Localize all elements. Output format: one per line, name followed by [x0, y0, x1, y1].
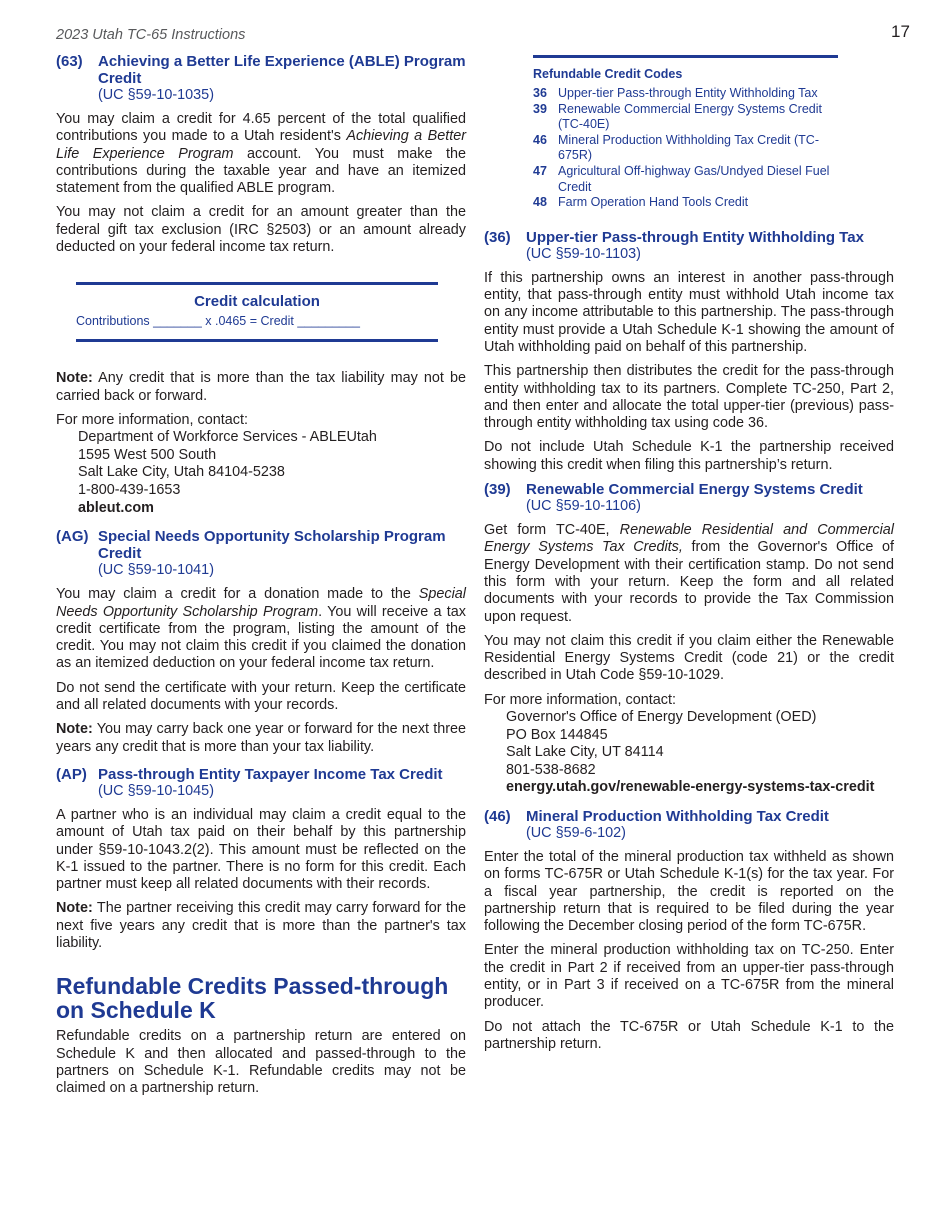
paragraph: You may claim a credit for 4.65 percent of the total qualified contributions you made to a Utah resident's Achieving a Better Life Experience Program account. You must make the contributions during the taxable year and have an itemized statement from the qualified ABLE program.: [56, 111, 466, 197]
codes-title: Refundable Credit Codes: [533, 67, 683, 81]
contact-line: PO Box 144845: [506, 726, 608, 743]
running-header: 2023 Utah TC-65 Instructions: [56, 27, 246, 43]
contact-line: 1-800-439-1653: [78, 482, 181, 499]
section-code: (36): [484, 228, 511, 246]
right-column: [484, 53, 894, 1060]
contact-intro: For more information, contact:: [56, 411, 248, 428]
section-heading-36: [484, 229, 894, 246]
code-label: Agricultural Off-highway Gas/Undyed Diesel Fuel Credit: [558, 163, 830, 194]
section-citation: (UC §59-10-1041): [98, 562, 214, 579]
calc-formula: Contributions _______ x .0465 = Credit _________: [76, 314, 360, 329]
section-title: Achieving a Better Life Experience (ABLE) Program Credit: [98, 53, 466, 87]
section-citation: (UC §59-10-1045): [98, 782, 214, 799]
code-number: 47: [533, 163, 547, 178]
paragraph: Do not include Utah Schedule K-1 the partnership received showing this credit when filing this partnership’s return.: [484, 439, 894, 473]
section-code: (46): [484, 807, 511, 825]
note-paragraph: Note: The partner receiving this credit may carry forward for the next five years any credit that is more than the partner's tax liability.: [56, 900, 466, 951]
paragraph: You may claim a credit for a donation made to the Special Needs Opportunity Scholarship Program. You will receive a tax credit certificate from the program, listing the amount of the credit. You may not claim this credit if you claimed the donation as an itemized deduction on your federal income tax return.: [56, 586, 466, 672]
section-title: Mineral Production Withholding Tax Credit: [526, 807, 829, 825]
paragraph: Refundable credits on a partnership return are entered on Schedule K and then allocated and passed-through to the partners on Schedule K-1. Refundable credits may not be claimed on a partnership return.: [56, 1028, 466, 1097]
section-heading-46: [484, 808, 894, 825]
contact-website: energy.utah.gov/renewable-energy-systems-tax-credit: [506, 779, 875, 796]
paragraph: Do not attach the TC-675R or Utah Schedule K-1 to the partnership return.: [484, 1018, 894, 1052]
section-code: (39): [484, 481, 511, 499]
code-number: 36: [533, 86, 547, 100]
contact-intro: For more information, contact:: [484, 691, 676, 708]
contact-block: [56, 429, 466, 517]
contact-website: ableut.com: [78, 499, 154, 516]
section-title: Special Needs Opportunity Scholarship Program Credit: [98, 528, 446, 563]
left-column: [56, 53, 466, 1104]
section-citation: (UC §59-10-1106): [526, 498, 641, 515]
credit-calculation-box: [76, 282, 438, 342]
code-row: [533, 164, 838, 195]
paragraph: You may not claim a credit for an amount greater than the federal gift tax exclusion (IRC §2503) or an amount already deducted on your federal income tax return.: [56, 204, 466, 256]
code-row: [533, 133, 838, 164]
section-title: Renewable Commercial Energy Systems Credit: [526, 481, 863, 499]
section-heading-63: [56, 53, 466, 87]
paragraph: If this partnership owns an interest in another pass-through entity, that pass-through entity must withhold Utah income tax on any income attributable to this partnership. The pass-through entity must provide a Utah Schedule K-1 showing the amount of Utah withholding paid on behalf of this partnership.: [484, 269, 894, 355]
code-label: Farm Operation Hand Tools Credit: [558, 195, 749, 210]
code-label: Renewable Commercial Energy Systems Credit (TC-40E): [558, 101, 822, 132]
calc-title: Credit calculation: [194, 293, 320, 311]
section-heading-ap: [56, 766, 466, 783]
paragraph: You may not claim this credit if you claim either the Renewable Residential Energy Systems Credit (code 21) or the credit described in Utah Code §59-10-1029.: [484, 632, 894, 684]
section-citation: (UC §59-10-1035): [98, 87, 214, 103]
note-paragraph: Note: Any credit that is more than the tax liability may not be carried back or forward.: [56, 370, 466, 404]
code-number: 46: [533, 132, 547, 147]
page-number: 17: [891, 22, 910, 41]
contact-line: Department of Workforce Services - ABLEUtah: [78, 429, 377, 446]
paragraph: Enter the mineral production withholding tax on TC-250. Enter the credit in Part 2 if received from an upper-tier pass-through entity, or in Part 3 if received on a TC-675R from the mineral producer.: [484, 942, 894, 1011]
contact-line: 1595 West 500 South: [78, 446, 217, 463]
section-heading-ag: [56, 528, 466, 562]
contact-line: Salt Lake City, UT 84114: [506, 744, 664, 761]
section-title: Pass-through Entity Taxpayer Income Tax Credit: [98, 765, 443, 783]
refundable-credit-codes-box: [533, 55, 838, 211]
section-heading-39: [484, 481, 894, 498]
paragraph: A partner who is an individual may claim a credit equal to the amount of Utah tax paid on their behalf by this partnership under §59-10-1043.2(2). This amount must be reflected on the K-1 issued to the partner. There is no form for this credit. Each partner must keep all related documents with their records.: [56, 806, 466, 893]
section-citation: (UC §59-10-1103): [526, 245, 641, 262]
code-label: Mineral Production Withholding Tax Credit (TC-675R): [558, 132, 819, 163]
code-row: [533, 102, 838, 133]
note-paragraph: Note: You may carry back one year or forward for the next three years any credit that is more than your tax liability.: [56, 721, 466, 755]
code-label: Upper-tier Pass-through Entity Withholding Tax: [558, 86, 818, 100]
contact-block: [484, 709, 894, 797]
paragraph: Do not send the certificate with your return. Keep the certificate and all related documents with your records.: [56, 679, 466, 714]
paragraph: This partnership then distributes the credit for the pass-through entity withholding tax to its partners. Complete TC-250, Part 2, and then enter and allocate the total upper-tier (previous) pass-through entity withholding tax using code 36.: [484, 363, 894, 432]
contact-line: Governor's Office of Energy Development (OED): [506, 708, 817, 725]
section-code: (AP): [56, 765, 87, 783]
code-row: [533, 195, 838, 211]
section-title: Upper-tier Pass-through Entity Withholding Tax: [526, 228, 864, 246]
section-code: (63): [56, 53, 83, 70]
paragraph: Enter the total of the mineral production tax withheld as shown on forms TC-675R or Utah Schedule K-1(s) for the tax year. For a fiscal year partnership, the credit is reported on the partnership return that is required to be filed during the year following the December closing period of the form TC-675R.: [484, 848, 894, 935]
contact-line: Salt Lake City, Utah 84104-5238: [78, 464, 285, 481]
section-code: (AG): [56, 528, 89, 546]
refundable-credits-heading: Refundable Credits Passed-through on Schedule K: [56, 973, 449, 1024]
code-number: 48: [533, 195, 547, 210]
code-number: 39: [533, 101, 547, 116]
contact-line: 801-538-8682: [506, 761, 596, 778]
paragraph: Get form TC-40E, Renewable Residential and Commercial Energy Systems Tax Credits, from the Governor's Office of Energy Development with their certification stamp. Do not send this form with your return. Keep the form and all related documents with your records to provide the Tax Commission upon request.: [484, 522, 894, 625]
code-row: [533, 86, 838, 102]
section-citation: (UC §59-6-102): [526, 824, 626, 841]
